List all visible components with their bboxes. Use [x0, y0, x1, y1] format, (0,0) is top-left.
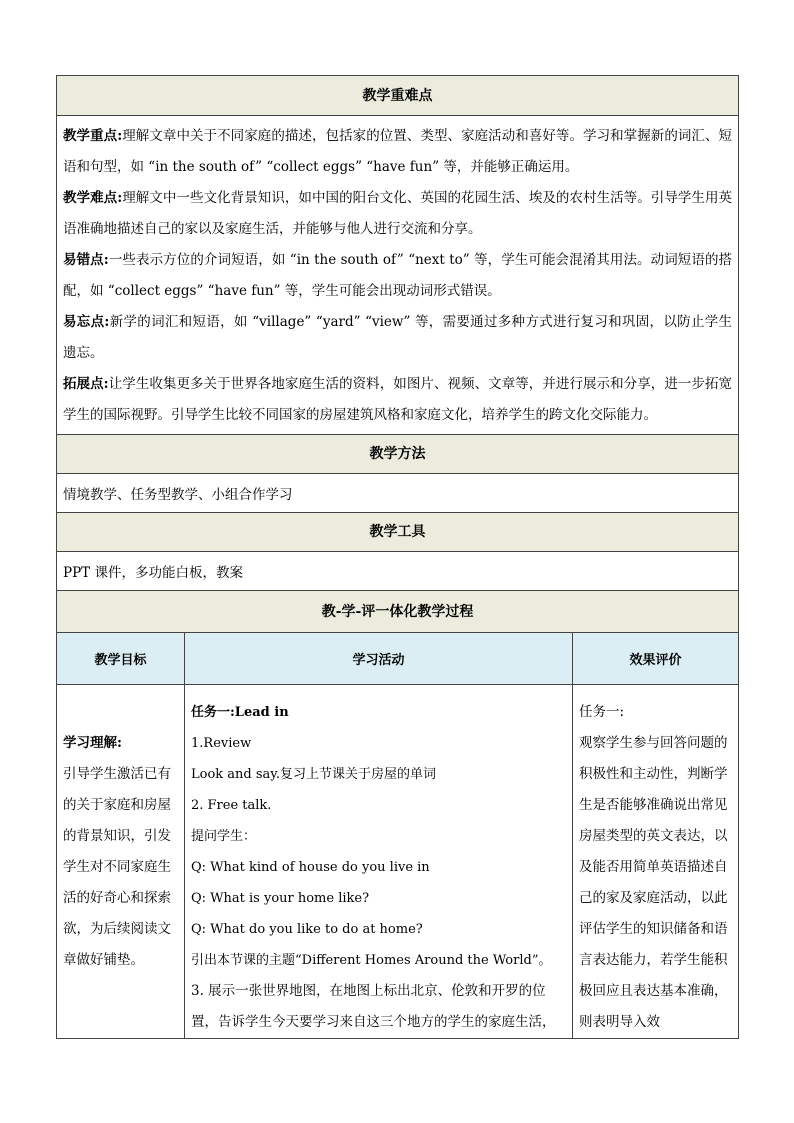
activity-line: Q: What do you like to do at home? [191, 922, 423, 937]
tools-content: PPT 课件，多功能白板，教案 [57, 552, 739, 591]
column-header-evaluation: 效果评价 [573, 633, 739, 685]
lesson-plan-table [56, 75, 739, 1039]
tools-section-title: 教学工具 [369, 524, 426, 540]
goal-label: 学习理解: [63, 735, 122, 751]
activity-line: Q: What is your home like? [191, 891, 370, 906]
error-prone-paragraph [63, 245, 732, 307]
column-header-goal: 教学目标 [57, 633, 185, 685]
focus-section-title: 教学重难点 [362, 87, 433, 104]
focus-section-body [57, 116, 739, 435]
activity-line: 引出本节课的主题“Different Homes Around the World”。 [191, 953, 552, 968]
key-point-paragraph [63, 121, 732, 183]
activity-cell [185, 685, 573, 1039]
easy-forget-text: 新学的词汇和短语，如 “village” “yard” “view” 等，需要通过多种方式进行复习和巩固，以防止学生遗忘。 [63, 314, 733, 361]
method-content: 情境教学、任务型教学、小组合作学习 [57, 474, 739, 513]
activity-line: 2. Free talk. [191, 798, 272, 813]
key-point-label: 教学重点: [63, 128, 123, 144]
method-section-title: 教学方法 [369, 446, 426, 462]
process-section-title: 教-学-评一体化教学过程 [321, 603, 474, 620]
activity-line: 提问学生： [191, 829, 257, 844]
method-section-header [57, 435, 739, 474]
evaluation-cell [573, 685, 739, 1039]
activity-line: Look and say.复习上节课关于房屋的单词 [191, 767, 437, 782]
error-prone-label: 易错点: [63, 252, 109, 268]
extension-text: 让学生收集更多关于世界各地家庭生活的资料，如图片、视频、文章等，并进行展示和分享，进一步拓宽学生的国际视野。引导学生比较不同国家的房屋建筑风格和家庭文化，培养学生的跨文化交际能力。 [63, 376, 733, 423]
goal-cell [57, 685, 185, 1039]
evaluation-text: 观察学生参与回答问题的积极性和主动性，判断学生是否能够准确说出常见房屋类型的英文表达，以及能否用简单英语描述自己的家及家庭活动，以此评估学生的知识储备和语言表达能力，若学生能积极回应且表达基本准确，则表明导入效 [579, 735, 728, 1030]
difficult-point-text: 理解文中一些文化背景知识，如中国的阳台文化、英国的花园生活、埃及的农村生活等。引导学生用英语准确地描述自己的家以及家庭生活，并能够与他人进行交流和分享。 [63, 190, 733, 237]
easy-forget-paragraph [63, 307, 732, 369]
activity-line: 3. 展示一张世界地图，在地图上标出北京、伦敦和开罗的位置，告诉学生今天要学习来自这三个地方的学生的家庭生活， [191, 983, 556, 1030]
goal-text: 引导学生激活已有的关于家庭和房屋的背景知识，引发学生对不同家庭生活的好奇心和探索欲，为后续阅读文章做好铺垫。 [63, 766, 171, 968]
column-header-activity: 学习活动 [185, 633, 573, 685]
evaluation-label: 任务一: [579, 704, 625, 720]
key-point-text: 理解文章中关于不同家庭的描述，包括家的位置、类型、家庭活动和喜好等。学习和掌握新的词汇、短语和句型，如 “in the south of” “collect eggs” “have fun” 等，并能够正确运用。 [63, 128, 733, 175]
activity-line: Q: What kind of house do you live in [191, 860, 430, 875]
tools-section-header [57, 513, 739, 552]
activity-task-title: 任务一:Lead in [191, 705, 289, 720]
difficult-point-paragraph [63, 183, 732, 245]
extension-paragraph [63, 369, 732, 431]
process-section-header [57, 591, 739, 633]
focus-section-header [57, 76, 739, 116]
easy-forget-label: 易忘点: [63, 314, 110, 330]
activity-line: 1.Review [191, 736, 252, 751]
extension-label: 拓展点: [63, 376, 109, 392]
difficult-point-label: 教学难点: [63, 190, 123, 206]
error-prone-text: 一些表示方位的介词短语，如 “in the south of” “next to” 等，学生可能会混淆其用法。动词短语的搭配，如 “collect eggs” “have fun” 等，学生可能会出现动词形式错误。 [63, 252, 733, 299]
